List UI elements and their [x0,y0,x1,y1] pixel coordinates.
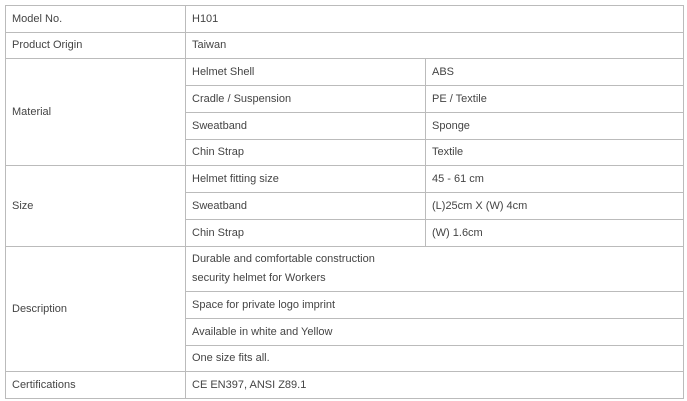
material-part: Sweatband [186,113,426,140]
description-item [186,247,684,292]
table-row [6,372,684,399]
table-row [6,6,684,33]
size-part: Sweatband [186,193,426,220]
material-part: Chin Strap [186,140,426,166]
table-row [6,59,684,86]
model-no-value: H101 [186,6,684,33]
table-row [6,247,684,292]
product-spec-table [5,5,684,399]
material-value: Textile [426,140,684,166]
size-value: (W) 1.6cm [426,220,684,247]
size-part: Helmet fitting size [186,166,426,193]
description-item: One size fits all. [186,346,684,372]
row-label-product-origin: Product Origin [6,33,186,59]
description-line: Durable and comfortable construction [192,253,375,265]
size-value: 45 - 61 cm [426,166,684,193]
size-value: (L)25cm X (W) 4cm [426,193,684,220]
row-label-model-no: Model No. [6,6,186,33]
row-label-size: Size [6,166,186,247]
description-item: Space for private logo imprint [186,292,684,319]
table-row [6,33,684,59]
row-label-description: Description [6,247,186,372]
material-value: PE / Textile [426,86,684,113]
certifications-value: CE EN397, ANSI Z89.1 [186,372,684,399]
row-label-material: Material [6,59,186,166]
material-part: Helmet Shell [186,59,426,86]
size-part: Chin Strap [186,220,426,247]
product-origin-value: Taiwan [186,33,684,59]
description-item: Available in white and Yellow [186,319,684,346]
material-value: ABS [426,59,684,86]
row-label-certifications: Certifications [6,372,186,399]
table-row [6,166,684,193]
material-value: Sponge [426,113,684,140]
material-part: Cradle / Suspension [186,86,426,113]
description-line: security helmet for Workers [192,272,326,284]
